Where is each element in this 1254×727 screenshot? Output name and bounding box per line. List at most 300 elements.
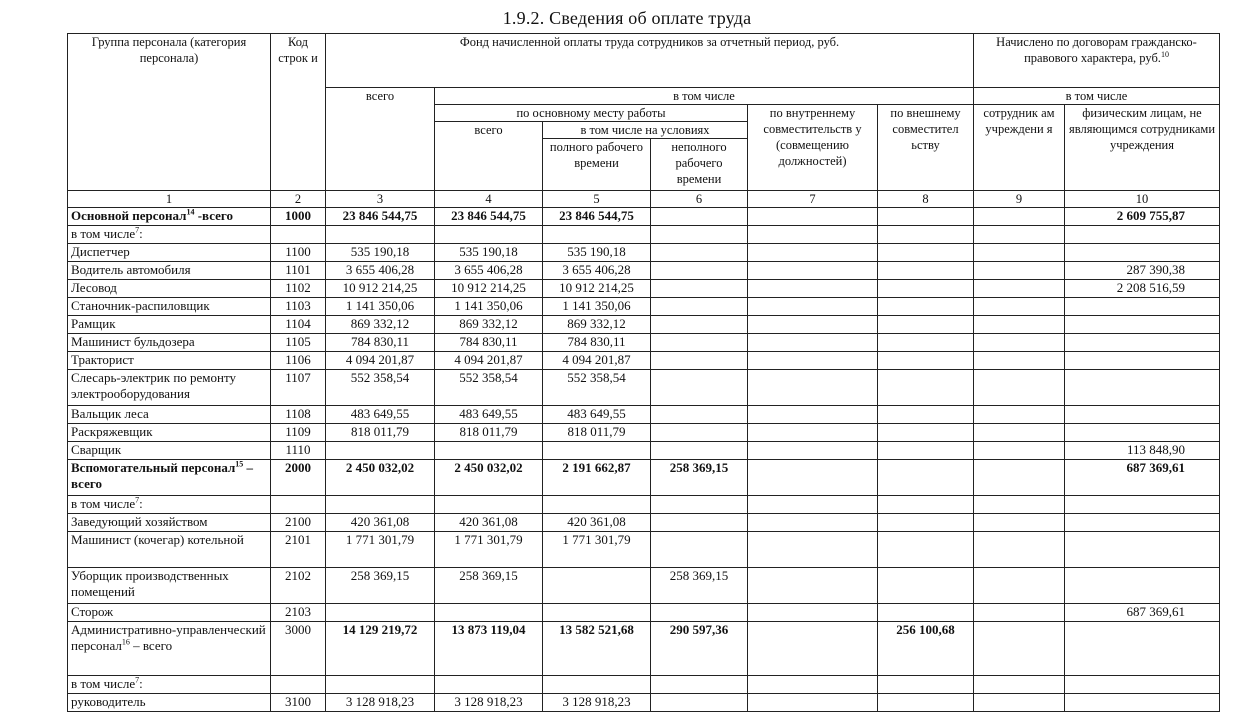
cell-col-6 [651,226,748,244]
cell-col-7 [748,604,878,622]
row-code: 1106 [271,352,326,370]
cell-col-8 [878,514,974,532]
row-name [68,406,271,424]
cell-col-5: 3 128 918,23 [543,694,651,712]
cell-col-5: 13 582 521,68 [543,622,651,676]
cell-col-9 [974,604,1065,622]
cell-col-9 [974,460,1065,496]
table-row [68,604,1220,622]
table-row [68,334,1220,352]
cell-col-5: 535 190,18 [543,244,651,262]
row-code: 1103 [271,298,326,316]
cell-col-7 [748,514,878,532]
row-name-sup: 15 [235,459,244,469]
cell-col-5 [543,676,651,694]
row-code: 3000 [271,622,326,676]
cell-col-6 [651,370,748,406]
table-row [68,424,1220,442]
cell-col-9 [974,262,1065,280]
cell-col-5 [543,604,651,622]
cell-col-8 [878,406,974,424]
cell-col-7 [748,460,878,496]
cell-col-8 [878,262,974,280]
cell-col-5: 23 846 544,75 [543,208,651,226]
cell-col-5 [543,568,651,604]
row-name-text: Уборщик производственных помещений [71,568,229,599]
row-name-text: Раскряжевщик [71,424,153,439]
cell-col-9 [974,532,1065,568]
cell-col-3: 3 128 918,23 [326,694,435,712]
table-row [68,568,1220,604]
cell-col-4: 1 771 301,79 [435,532,543,568]
table-row [68,514,1220,532]
cell-col-6: 290 597,36 [651,622,748,676]
cell-col-8 [878,334,974,352]
cell-col-5: 10 912 214,25 [543,280,651,298]
row-code: 1000 [271,208,326,226]
cell-col-7 [748,226,878,244]
header-incl2: в том числе [974,88,1220,105]
row-name-text: в том числе [71,496,136,511]
cell-col-3 [326,604,435,622]
cell-col-5: 2 191 662,87 [543,460,651,496]
cell-col-4 [435,604,543,622]
col-number: 2 [271,191,326,208]
cell-col-10 [1065,226,1220,244]
cell-col-4: 552 358,54 [435,370,543,406]
cell-col-7 [748,424,878,442]
cell-col-7 [748,244,878,262]
cell-col-6 [651,334,748,352]
cell-col-10: 113 848,90 [1065,442,1220,460]
row-name [68,532,271,568]
cell-col-7 [748,334,878,352]
cell-col-9 [974,334,1065,352]
column-numbers-row [68,191,1220,208]
row-name-sup: 7 [135,495,140,505]
row-name-suffix: : [139,496,143,511]
cell-col-6 [651,442,748,460]
header-code: Код строк и [271,34,326,191]
cell-col-10: 2 609 755,87 [1065,208,1220,226]
cell-col-6 [651,496,748,514]
header-civil [974,34,1220,88]
cell-col-8 [878,370,974,406]
cell-col-10: 287 390,38 [1065,262,1220,280]
cell-col-3: 3 655 406,28 [326,262,435,280]
cell-col-10: 2 208 516,59 [1065,280,1220,298]
row-name-text: Заведующий хозяйством [71,514,208,529]
cell-col-9 [974,622,1065,676]
cell-col-7 [748,568,878,604]
cell-col-3 [326,226,435,244]
cell-col-8 [878,316,974,334]
cell-col-8 [878,424,974,442]
cell-col-10 [1065,622,1220,676]
table-row [68,496,1220,514]
row-code: 1102 [271,280,326,298]
row-name-text: Слесарь-электрик по ремонту электрооборудования [71,370,236,401]
cell-col-3: 818 011,79 [326,424,435,442]
cell-col-10 [1065,244,1220,262]
row-name-suffix: : [139,676,143,691]
cell-col-5: 784 830,11 [543,334,651,352]
cell-col-3: 23 846 544,75 [326,208,435,226]
row-name-text: Машинист бульдозера [71,334,195,349]
row-name-suffix: – всего [71,460,254,491]
cell-col-5: 869 332,12 [543,316,651,334]
row-name [68,244,271,262]
cell-col-8 [878,208,974,226]
cell-col-8 [878,568,974,604]
cell-col-3: 258 369,15 [326,568,435,604]
row-name-text: Вальщик леса [71,406,149,421]
cell-col-4: 483 649,55 [435,406,543,424]
row-name-text: Административно-управленческий персонал [71,622,266,653]
cell-col-10 [1065,406,1220,424]
cell-col-8 [878,496,974,514]
table-row [68,298,1220,316]
row-code: 1105 [271,334,326,352]
table-row [68,280,1220,298]
cell-col-10: 687 369,61 [1065,604,1220,622]
cell-col-9 [974,694,1065,712]
cell-col-6 [651,352,748,370]
cell-col-3 [326,496,435,514]
cell-col-7 [748,298,878,316]
row-name [68,694,271,712]
row-name-text: Основной персонал [71,208,187,223]
cell-col-5: 552 358,54 [543,370,651,406]
cell-col-5 [543,442,651,460]
cell-col-4: 13 873 119,04 [435,622,543,676]
cell-col-10 [1065,694,1220,712]
header-fund: Фонд начисленной оплаты труда сотрудников за отчетный период, руб. [326,34,974,88]
cell-col-6 [651,676,748,694]
cell-col-8: 256 100,68 [878,622,974,676]
cell-col-10 [1065,532,1220,568]
cell-col-7 [748,280,878,298]
cell-col-6 [651,298,748,316]
header-persons: физическим лицам, не являющимся сотрудниками учреждения [1065,105,1220,191]
cell-col-3: 483 649,55 [326,406,435,424]
cell-col-4: 535 190,18 [435,244,543,262]
cell-col-9 [974,208,1065,226]
cell-col-3 [326,676,435,694]
cell-col-3: 4 094 201,87 [326,352,435,370]
table-row [68,460,1220,496]
row-name-sup: 7 [135,675,140,685]
row-name [68,316,271,334]
row-name-text: Диспетчер [71,244,130,259]
table-row [68,262,1220,280]
cell-col-4: 869 332,12 [435,316,543,334]
header-staff: сотрудник ам учреждени я [974,105,1065,191]
header-total: всего [326,88,435,191]
cell-col-3: 2 450 032,02 [326,460,435,496]
row-code: 1109 [271,424,326,442]
wage-table [67,33,1220,712]
row-code: 1104 [271,316,326,334]
row-name-text: Сварщик [71,442,122,457]
table-row [68,370,1220,406]
row-code [271,226,326,244]
row-code: 2103 [271,604,326,622]
row-name-sup: 7 [135,225,140,235]
header-incl-cond: в том числе на условиях [543,122,748,139]
cell-col-9 [974,514,1065,532]
cell-col-8 [878,532,974,568]
row-name-text: Лесовод [71,280,117,295]
row-code: 3100 [271,694,326,712]
row-name-text: руководитель [71,694,146,709]
cell-col-4: 258 369,15 [435,568,543,604]
col-number: 10 [1065,191,1220,208]
table-row [68,622,1220,676]
table-row [68,442,1220,460]
col-number: 5 [543,191,651,208]
cell-col-10 [1065,424,1220,442]
header-group: Группа персонала (категория персонала) [68,34,271,191]
cell-col-6 [651,694,748,712]
cell-col-4: 23 846 544,75 [435,208,543,226]
row-name-text: Тракторист [71,352,134,367]
cell-col-4: 420 361,08 [435,514,543,532]
cell-col-5 [543,496,651,514]
header-civil-text: Начислено по договорам гражданско-правового характера, руб. [996,35,1197,65]
table-body [68,208,1220,712]
header-full: полного рабочего времени [543,139,651,191]
header-internal: по внутреннему совместительств у (совмещению должностей) [748,105,878,191]
row-name [68,496,271,514]
cell-col-8 [878,298,974,316]
row-code: 1108 [271,406,326,424]
row-name [68,442,271,460]
cell-col-4: 784 830,11 [435,334,543,352]
cell-col-4 [435,496,543,514]
row-name [68,460,271,496]
cell-col-9 [974,226,1065,244]
col-number: 6 [651,191,748,208]
row-name-text: в том числе [71,226,136,241]
table-row [68,532,1220,568]
row-code: 2101 [271,532,326,568]
cell-col-8 [878,280,974,298]
cell-col-4: 4 094 201,87 [435,352,543,370]
cell-col-10 [1065,334,1220,352]
cell-col-7 [748,262,878,280]
cell-col-6 [651,532,748,568]
row-name [68,424,271,442]
document-title: 1.9.2. Сведения об оплате труда [502,8,752,28]
cell-col-10 [1065,316,1220,334]
cell-col-7 [748,352,878,370]
cell-col-4: 3 655 406,28 [435,262,543,280]
cell-col-5: 4 094 201,87 [543,352,651,370]
col-number: 4 [435,191,543,208]
header-total2: всего [435,122,543,191]
cell-col-3: 10 912 214,25 [326,280,435,298]
row-name-text: Вспомогательный персонал [71,460,236,475]
cell-col-6 [651,406,748,424]
cell-col-3: 420 361,08 [326,514,435,532]
cell-col-9 [974,316,1065,334]
row-name [68,514,271,532]
cell-col-4 [435,442,543,460]
row-name-suffix: : [139,226,143,241]
row-name [68,352,271,370]
row-name [68,262,271,280]
col-number: 1 [68,191,271,208]
cell-col-9 [974,676,1065,694]
cell-col-4: 2 450 032,02 [435,460,543,496]
cell-col-3: 1 771 301,79 [326,532,435,568]
cell-col-8 [878,442,974,460]
cell-col-10 [1065,676,1220,694]
cell-col-5: 1 141 350,06 [543,298,651,316]
cell-col-4: 1 141 350,06 [435,298,543,316]
table-row [68,694,1220,712]
header-incl: в том числе [435,88,974,105]
table-row [68,352,1220,370]
row-name-text: Водитель автомобиля [71,262,191,277]
cell-col-3 [326,442,435,460]
cell-col-9 [974,568,1065,604]
cell-col-6: 258 369,15 [651,460,748,496]
cell-col-7 [748,442,878,460]
cell-col-3: 14 129 219,72 [326,622,435,676]
cell-col-6 [651,262,748,280]
cell-col-7 [748,496,878,514]
row-code: 2102 [271,568,326,604]
cell-col-7 [748,316,878,334]
cell-col-4: 10 912 214,25 [435,280,543,298]
row-code [271,676,326,694]
row-name [68,622,271,676]
cell-col-9 [974,496,1065,514]
cell-col-6 [651,280,748,298]
cell-col-3: 869 332,12 [326,316,435,334]
cell-col-7 [748,622,878,676]
cell-col-8 [878,676,974,694]
col-number: 3 [326,191,435,208]
cell-col-10 [1065,496,1220,514]
cell-col-7 [748,370,878,406]
cell-col-3: 1 141 350,06 [326,298,435,316]
cell-col-8 [878,694,974,712]
row-name [68,334,271,352]
cell-col-6 [651,604,748,622]
cell-col-6 [651,424,748,442]
row-code: 2100 [271,514,326,532]
row-name [68,370,271,406]
col-number: 9 [974,191,1065,208]
cell-col-9 [974,406,1065,424]
cell-col-5: 3 655 406,28 [543,262,651,280]
row-name-text: Рамщик [71,316,116,331]
header-external: по внешнему совместител ьству [878,105,974,191]
cell-col-6 [651,316,748,334]
cell-col-5: 420 361,08 [543,514,651,532]
cell-col-6 [651,244,748,262]
cell-col-4 [435,226,543,244]
col-number: 8 [878,191,974,208]
cell-col-10 [1065,568,1220,604]
table-row [68,406,1220,424]
row-code: 1110 [271,442,326,460]
header-civil-sup: 10 [1160,49,1169,59]
cell-col-5 [543,226,651,244]
cell-col-8 [878,244,974,262]
col-number: 7 [748,191,878,208]
cell-col-8 [878,352,974,370]
cell-col-10 [1065,514,1220,532]
row-code: 1101 [271,262,326,280]
table-row [68,244,1220,262]
cell-col-7 [748,406,878,424]
cell-col-6 [651,514,748,532]
cell-col-5: 818 011,79 [543,424,651,442]
cell-col-10 [1065,370,1220,406]
cell-col-7 [748,676,878,694]
row-code: 2000 [271,460,326,496]
cell-col-7 [748,694,878,712]
row-name [68,568,271,604]
table-row [68,676,1220,694]
row-name-suffix: – всего [129,638,173,653]
cell-col-6: 258 369,15 [651,568,748,604]
cell-col-9 [974,424,1065,442]
cell-col-10 [1065,352,1220,370]
row-name-sup: 16 [121,637,130,647]
header-main-place: по основному месту работы [435,105,748,122]
cell-col-4: 3 128 918,23 [435,694,543,712]
row-name [68,208,271,226]
row-name-sup: 14 [186,207,195,217]
row-name [68,676,271,694]
cell-col-3: 784 830,11 [326,334,435,352]
row-code: 1107 [271,370,326,406]
cell-col-8 [878,460,974,496]
row-code [271,496,326,514]
row-name [68,604,271,622]
row-name-text: в том числе [71,676,136,691]
cell-col-8 [878,226,974,244]
row-name-text: Станочник-распиловщик [71,298,210,313]
cell-col-4 [435,676,543,694]
cell-col-7 [748,208,878,226]
cell-col-5: 483 649,55 [543,406,651,424]
cell-col-9 [974,280,1065,298]
cell-col-10 [1065,298,1220,316]
cell-col-10: 687 369,61 [1065,460,1220,496]
row-name [68,280,271,298]
cell-col-4: 818 011,79 [435,424,543,442]
row-name-text: Сторож [71,604,114,619]
row-code: 1100 [271,244,326,262]
cell-col-3: 552 358,54 [326,370,435,406]
cell-col-9 [974,442,1065,460]
table-row [68,226,1220,244]
cell-col-9 [974,352,1065,370]
row-name [68,298,271,316]
row-name-text: Машинист (кочегар) котельной [71,532,244,547]
cell-col-3: 535 190,18 [326,244,435,262]
cell-col-9 [974,370,1065,406]
cell-col-8 [878,604,974,622]
cell-col-9 [974,244,1065,262]
row-name-suffix: -всего [194,208,234,223]
